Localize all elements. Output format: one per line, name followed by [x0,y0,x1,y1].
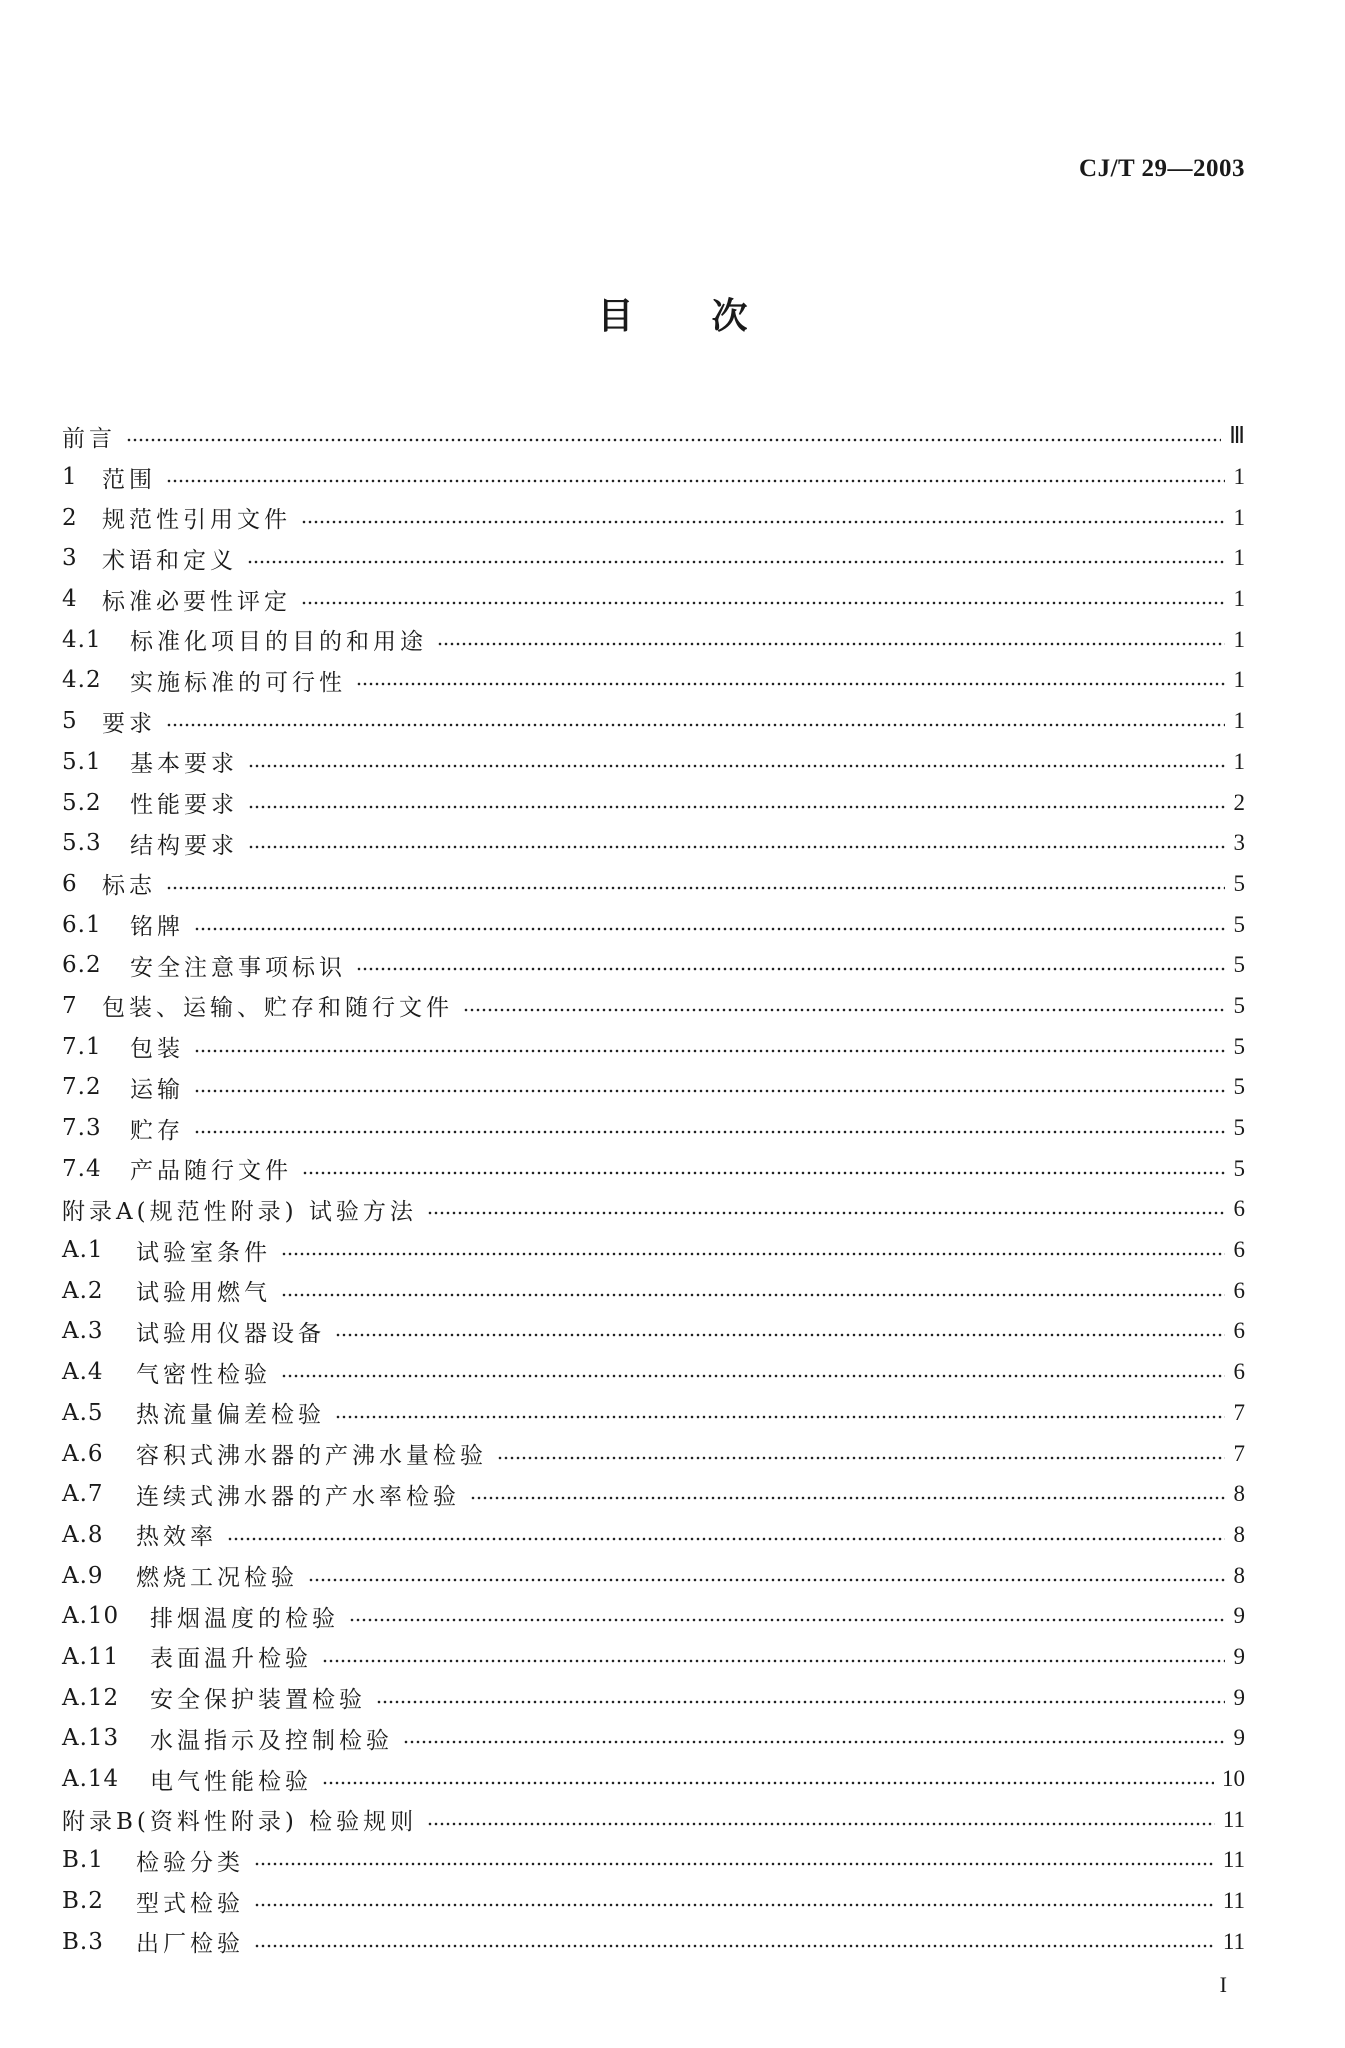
toc-entry-number: A.9 [62,1562,104,1589]
toc-entry-page: 5 [1233,952,1245,978]
toc-entry-title: 表面温升检验 [150,1646,312,1673]
page-title: 目次 [597,296,826,337]
toc-entry-title: 铭牌 [130,914,184,941]
toc-entry-page: 5 [1233,1074,1245,1100]
toc-entry[interactable] [62,1148,1245,1189]
dot-leader [356,682,1225,686]
toc-entry-number: 2 [62,504,78,531]
toc-entry-page: 5 [1233,911,1245,937]
toc-entry-number: A.10 [62,1603,120,1630]
toc-entry-title: 热流量偏差检验 [136,1402,325,1429]
toc-entry-page: 9 [1233,1725,1245,1751]
toc-entry-title: 贮存 [130,1117,184,1144]
toc-entry-number: A.11 [62,1643,120,1670]
toc-entry[interactable] [62,1474,1245,1515]
toc-entry[interactable] [62,904,1245,945]
toc-entry-page: 9 [1233,1643,1245,1669]
toc-entry-page: 8 [1233,1521,1245,1547]
toc-entry-title: 运输 [130,1076,184,1103]
toc-entry[interactable] [62,986,1245,1027]
toc-entry[interactable] [62,660,1245,701]
toc-entry-title: 产品随行文件 [130,1158,292,1185]
toc-entry[interactable] [62,1108,1245,1149]
toc-entry[interactable] [62,1230,1245,1271]
toc-entry-page: 8 [1233,1481,1245,1507]
dot-leader [166,479,1225,483]
toc-entry-page: 1 [1233,464,1245,490]
dot-leader [126,438,1221,442]
dot-leader [376,1700,1225,1704]
toc-entry[interactable] [62,1270,1245,1311]
toc-entry-number: 4.1 [62,626,102,653]
dot-leader [301,520,1225,524]
toc-entry-number: 7.4 [62,1155,102,1182]
toc-entry[interactable] [62,1921,1245,1962]
toc-entry-page: 7 [1233,1440,1245,1466]
toc-entry-number: 7.1 [62,1033,102,1060]
toc-entry-number: A.6 [62,1440,104,1467]
toc-entry-number: 6.1 [62,911,102,938]
toc-entry-title: 连续式沸水器的产水率检验 [136,1483,460,1510]
toc-entry[interactable] [62,497,1245,538]
toc-entry-page: 1 [1233,626,1245,652]
toc-entry-number: 3 [62,545,78,572]
toc-entry-page: 9 [1233,1684,1245,1710]
toc-entry-number: 7 [62,992,78,1019]
toc-entry-number: 1 [62,464,78,491]
toc-entry[interactable] [62,864,1245,905]
toc-entry-page: 5 [1233,1115,1245,1141]
toc-entry-title: 气密性检验 [136,1361,271,1388]
toc-entry[interactable] [62,1026,1245,1067]
toc-entry[interactable] [62,1677,1245,1718]
toc-entry[interactable] [62,1799,1245,1840]
toc-entry-number: B.2 [62,1888,104,1915]
toc-entry[interactable] [62,823,1245,864]
dot-leader [166,723,1225,727]
toc-entry-title: 安全保护装置检验 [150,1687,366,1714]
toc-entry-title: 附录B(资料性附录) 检验规则 [62,1809,418,1836]
toc-entry-page: 8 [1233,1562,1245,1588]
toc-entry[interactable] [62,742,1245,783]
toc-entry[interactable] [62,1596,1245,1637]
toc-entry-page: 10 [1222,1766,1245,1792]
dot-leader [335,1333,1225,1337]
toc-entry-page: 6 [1233,1318,1245,1344]
toc-entry-number: 4.2 [62,667,102,694]
toc-entry-title: 规范性引用文件 [102,507,291,534]
toc-entry-title: 实施标准的可行性 [130,669,346,696]
toc-entry-page: 6 [1233,1196,1245,1222]
toc-entry-number: B.1 [62,1847,104,1874]
toc-entry-page: 6 [1233,1359,1245,1385]
toc-entry[interactable] [62,1718,1245,1759]
toc-entry-title: 燃烧工况检验 [136,1565,298,1592]
toc-entry-title: 要求 [102,710,156,737]
dot-leader [254,1903,1215,1907]
toc-entry[interactable] [62,1067,1245,1108]
dot-leader [427,1822,1215,1826]
dot-leader [194,927,1225,931]
dot-leader [248,845,1225,849]
toc-entry-title: 结构要求 [130,832,238,859]
dot-leader [308,1578,1225,1582]
dot-leader [322,1781,1214,1785]
dot-leader [194,1049,1225,1053]
dot-leader [302,1171,1225,1175]
dot-leader [194,1130,1225,1134]
dot-leader [166,886,1225,890]
toc-entry-page: 5 [1233,1155,1245,1181]
toc-entry-number: 5 [62,708,78,735]
toc-entry-page: 1 [1233,667,1245,693]
toc-entry-page: 5 [1233,992,1245,1018]
toc-entry-page: 11 [1222,1888,1245,1914]
toc-entry-page: Ⅲ [1229,423,1245,449]
toc-entry-number: A.3 [62,1318,104,1345]
toc-entry-title: 标志 [102,873,156,900]
toc-entry[interactable] [62,782,1245,823]
dot-leader [281,1374,1225,1378]
dot-leader [254,1862,1215,1866]
toc-entry-title: 包装、运输、贮存和随行文件 [102,995,453,1022]
toc-entry-title: 包装 [130,1036,184,1063]
toc-entry-page: 1 [1233,586,1245,612]
toc-entry[interactable] [62,1311,1245,1352]
toc-entry-page: 5 [1233,1033,1245,1059]
toc-entry-number: A.12 [62,1684,120,1711]
toc-entry-title: 电气性能检验 [150,1768,312,1795]
toc-entry[interactable] [62,1352,1245,1393]
toc-entry-page: 9 [1233,1603,1245,1629]
toc-entry-number: 7.2 [62,1074,102,1101]
toc-entry-number: A.5 [62,1399,104,1426]
toc-entry-title: 型式检验 [136,1890,244,1917]
standard-code: CJ/T 29—2003 [1079,155,1245,182]
toc-entry-number: B.3 [62,1928,104,1955]
toc-entry[interactable] [62,1881,1245,1922]
toc-entry-title: 标准化项目的目的和用途 [130,629,427,656]
toc-entry-page: 1 [1233,708,1245,734]
dot-leader [497,1456,1225,1460]
toc-entry[interactable] [62,1433,1245,1474]
dot-leader [301,601,1225,605]
toc-entry-number: 5.1 [62,748,102,775]
page-number: I [1219,1972,1227,1997]
toc-entry-page: 6 [1233,1237,1245,1263]
toc-entry-page: 2 [1233,789,1245,815]
toc-entry[interactable] [62,579,1245,620]
toc-entry-title: 前言 [62,425,116,452]
toc-entry-page: 5 [1233,870,1245,896]
dot-leader [403,1740,1225,1744]
toc-entry-page: 1 [1233,748,1245,774]
toc-entry[interactable] [62,1759,1245,1800]
toc-entry-number: A.7 [62,1481,104,1508]
dot-leader [427,1211,1225,1215]
dot-leader [247,560,1225,564]
toc-entry-number: 7.3 [62,1115,102,1142]
toc-entry-title: 热效率 [136,1524,217,1551]
toc-entry-number: A.4 [62,1359,104,1386]
dot-leader [227,1537,1225,1541]
toc-entry-title: 安全注意事项标识 [130,954,346,981]
dot-leader [437,642,1225,646]
toc-entry-title: 标准必要性评定 [102,588,291,615]
toc-entry-number: 6.2 [62,952,102,979]
toc-entry[interactable] [62,416,1245,457]
toc-entry[interactable] [62,945,1245,986]
toc-entry-page: 3 [1233,830,1245,856]
toc-entry-number: A.14 [62,1766,120,1793]
toc-entry-title: 基本要求 [130,751,238,778]
dot-leader [248,805,1225,809]
toc-entry-title: 试验室条件 [136,1239,271,1266]
toc-entry-page: 7 [1233,1399,1245,1425]
toc-entry-page: 6 [1233,1277,1245,1303]
toc-entry-number: 6 [62,870,78,897]
toc-entry-title: 容积式沸水器的产沸水量检验 [136,1443,487,1470]
dot-leader [322,1659,1225,1663]
toc-entry-title: 水温指示及控制检验 [150,1727,393,1754]
dot-leader [463,1008,1225,1012]
dot-leader [281,1293,1225,1297]
dot-leader [335,1415,1225,1419]
toc-entry[interactable] [62,1840,1245,1881]
toc-entry-number: A.13 [62,1725,120,1752]
toc-entry[interactable] [62,457,1245,498]
toc-entry-page: 1 [1233,545,1245,571]
toc-entry[interactable] [62,619,1245,660]
toc-entry-number: A.1 [62,1237,104,1264]
toc-entry-title: 性能要求 [130,792,238,819]
dot-leader [470,1496,1225,1500]
toc-entry-number: A.2 [62,1277,104,1304]
toc-entry[interactable] [62,1515,1245,1556]
dot-leader [248,764,1225,768]
toc-entry-title: 检验分类 [136,1849,244,1876]
toc-entry-title: 附录A(规范性附录) 试验方法 [62,1198,417,1225]
toc-entry-page: 1 [1233,504,1245,530]
toc-entry[interactable] [62,1393,1245,1434]
toc-entry[interactable] [62,701,1245,742]
dot-leader [254,1944,1215,1948]
toc-entry-title: 排烟温度的检验 [150,1605,339,1632]
toc-entry-number: A.8 [62,1521,104,1548]
toc-entry[interactable] [62,1189,1245,1230]
dot-leader [194,1089,1225,1093]
toc-entry-title: 术语和定义 [102,547,237,574]
toc-entry[interactable] [62,538,1245,579]
dot-leader [281,1252,1225,1256]
table-of-contents [62,416,1245,1962]
toc-entry-number: 5.3 [62,830,102,857]
toc-entry[interactable] [62,1637,1245,1678]
toc-entry-title: 试验用仪器设备 [136,1320,325,1347]
toc-entry-title: 出厂检验 [136,1931,244,1958]
toc-entry-number: 5.2 [62,789,102,816]
dot-leader [349,1618,1225,1622]
toc-entry-page: 11 [1222,1806,1245,1832]
toc-entry-title: 范围 [102,466,156,493]
toc-entry-page: 11 [1222,1847,1245,1873]
dot-leader [356,967,1225,971]
toc-entry-page: 11 [1222,1928,1245,1954]
toc-entry-title: 试验用燃气 [136,1280,271,1307]
toc-entry[interactable] [62,1555,1245,1596]
toc-entry-number: 4 [62,586,78,613]
